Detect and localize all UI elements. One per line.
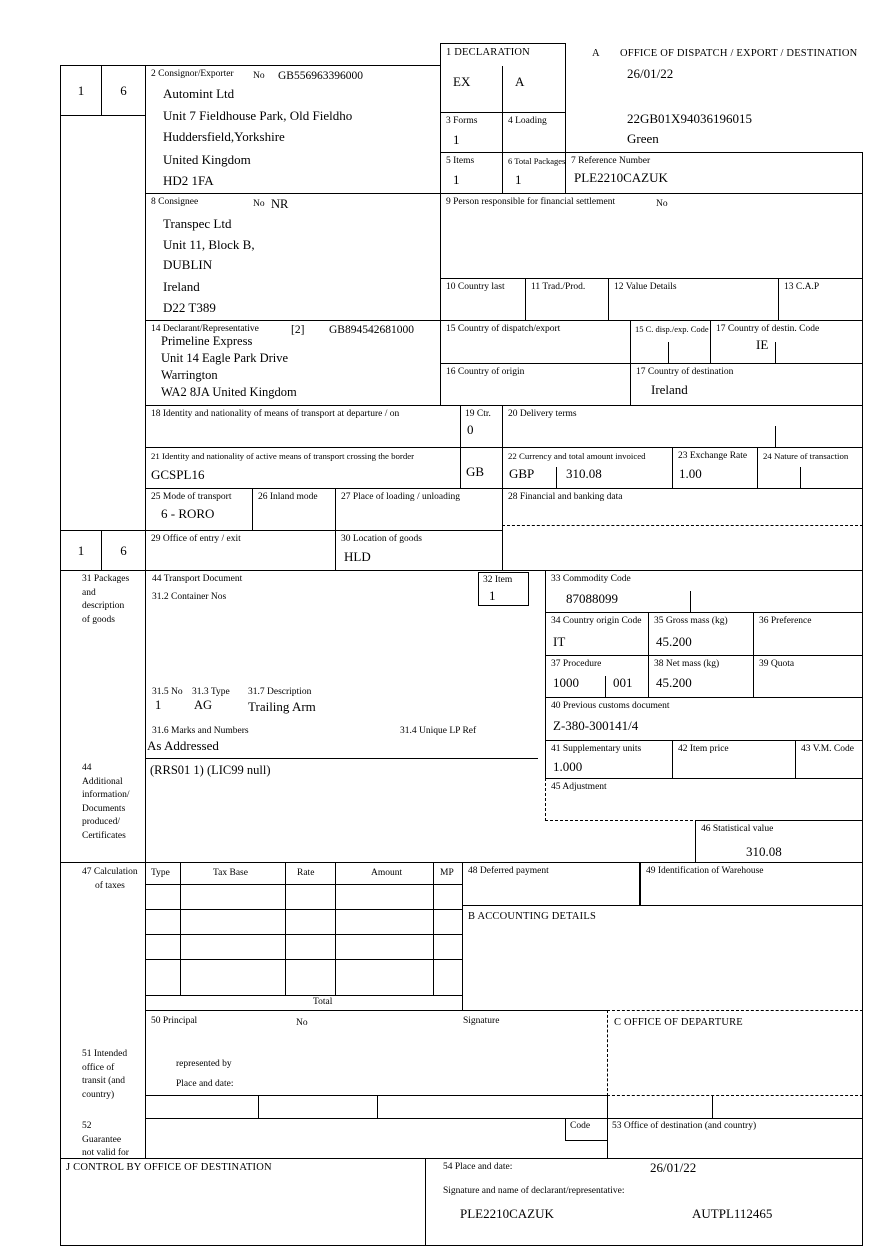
box17-country-destination: [630, 363, 863, 406]
box1-declaration: [440, 43, 566, 113]
tax-header-amount: Amount: [371, 868, 403, 878]
movement-reference-number: 22GB01X94036196015: [627, 111, 752, 126]
box43-vm-code: [795, 740, 863, 779]
box36-preference: [753, 612, 863, 656]
box50-represented-label: represented by: [176, 1059, 232, 1069]
box21-value: GCSPL16: [151, 467, 205, 482]
box38-value: 45.200: [656, 675, 692, 690]
box20-delivery-terms: [502, 405, 863, 448]
box33-commodity-code: [545, 570, 863, 613]
tax-header-rate: Rate: [297, 868, 315, 878]
tax-table-row-line: [145, 959, 463, 960]
tax-table-column-line: [285, 862, 286, 995]
tax-table-total-line: [145, 995, 463, 996]
box31-2-label: 31.2 Container Nos: [152, 592, 227, 602]
box13-label: 13 C.A.P: [784, 282, 820, 292]
box21-label: 21 Identity and nationality of active means of transport crossing the border: [151, 451, 415, 461]
divider-line: [425, 1158, 426, 1245]
box52-label-line: not valid for: [82, 1148, 129, 1158]
box17a-value: IE: [756, 337, 769, 352]
box37-label: 37 Procedure: [551, 659, 602, 669]
consignee-city: DUBLIN: [163, 257, 213, 272]
box51-label-line: country): [82, 1089, 115, 1100]
box14-declarant-representative: [145, 320, 441, 406]
box50-label: 50 Principal: [151, 1016, 198, 1026]
box13-cap: [778, 278, 863, 321]
consignee-country: Ireland: [163, 279, 200, 294]
box50-place-date-label: Place and date:: [176, 1079, 234, 1089]
box21-active-transport: [145, 447, 461, 489]
divider-line: [607, 1118, 608, 1158]
section-c-office-departure: [607, 1010, 863, 1096]
box21-nationality-value: GB: [466, 464, 485, 479]
declarant-eori: GB894542681000: [329, 324, 414, 336]
box31-4-label: 31.4 Unique LP Ref: [400, 726, 477, 736]
box44-transport-label: 44 Transport Document: [152, 574, 243, 584]
copy-number-box: [101, 65, 146, 116]
consignor-postcode: HD2 1FA: [163, 173, 214, 188]
box41-label: 41 Supplementary units: [551, 744, 642, 754]
box24-nature-transaction: [757, 447, 863, 489]
box27-label: 27 Place of loading / unloading: [341, 492, 460, 502]
signature-strip-divider: [258, 1095, 259, 1118]
box47-label-line: of taxes: [95, 880, 125, 891]
box44-label: [82, 762, 130, 843]
box46-label: 46 Statistical value: [701, 824, 774, 834]
box44-label-line: produced/: [82, 817, 120, 827]
box54-date: 26/01/22: [650, 1160, 697, 1175]
box19-label: 19 Ctr.: [465, 409, 491, 419]
box51-label-line: transit (and: [82, 1076, 126, 1086]
box44-label-line: Additional: [82, 776, 123, 787]
box33-value: 87088099: [566, 591, 618, 606]
box27-place-loading: [335, 488, 503, 531]
divider-line: [502, 66, 503, 113]
box31-3-value: AG: [194, 698, 213, 712]
signature-strip-divider: [712, 1095, 713, 1118]
box39-quota: [753, 655, 863, 698]
box20-label: 20 Delivery terms: [508, 409, 577, 419]
box4-loading: [502, 112, 566, 153]
tax-table-column-line: [180, 862, 181, 995]
copy-number: 1: [77, 82, 85, 98]
tax-table-column-line: [335, 862, 336, 995]
box25-label: 25 Mode of transport: [151, 492, 232, 502]
box34-country-origin-code: [545, 612, 649, 656]
box5-value: 1: [453, 172, 460, 187]
box54-label: 54 Place and date:: [443, 1162, 513, 1172]
box32-label: 32 Item: [483, 575, 513, 585]
code-label: Code: [570, 1121, 591, 1131]
tick-divider: [800, 467, 801, 489]
box44-label-line: Certificates: [82, 830, 126, 841]
box49-warehouse-identification: [640, 862, 863, 906]
box12-value-details: [608, 278, 779, 321]
code-box-border: [565, 1118, 566, 1141]
box16-country-origin: [440, 363, 631, 406]
box42-item-price: [672, 740, 796, 779]
box26-inland-mode: [252, 488, 336, 531]
tax-header-mp: MP: [440, 868, 454, 878]
box22-label: 22 Currency and total amount invoiced: [508, 451, 646, 461]
box38-label: 38 Net mass (kg): [654, 659, 720, 669]
section-j-title: J CONTROL BY OFFICE OF DESTINATION: [66, 1162, 272, 1173]
box32-value: 1: [489, 588, 496, 603]
box54-declarant-name: AUTPL112465: [692, 1206, 773, 1221]
box50-no-label: No: [296, 1018, 308, 1028]
tax-total-label: Total: [313, 997, 333, 1007]
tick-divider: [605, 676, 606, 698]
box29-office-entry-exit: [145, 530, 336, 571]
form-left-border: [60, 65, 61, 1245]
box48-label: 48 Deferred payment: [468, 866, 549, 876]
box31-label-line: of goods: [82, 614, 115, 625]
box30-value: HLD: [344, 549, 371, 564]
box52-label-line: 52: [82, 1121, 92, 1131]
box23-label: 23 Exchange Rate: [678, 451, 748, 461]
box17-value: Ireland: [651, 382, 688, 397]
tax-header-type: Type: [151, 868, 170, 878]
box31-7-label: 31.7 Description: [248, 687, 312, 697]
consignor-address-line: United Kingdom: [163, 152, 251, 167]
box8-consignee: [145, 193, 441, 321]
box54-reference: PLE2210CAZUK: [460, 1206, 554, 1221]
box17a-label: 17 Country of destin. Code: [716, 324, 820, 334]
box3-forms: [440, 112, 503, 153]
tick-divider: [775, 342, 776, 364]
divider-line: [462, 905, 463, 1011]
box40-previous-document: [545, 697, 863, 741]
office-a-title: OFFICE OF DISPATCH / EXPORT / DESTINATION: [620, 48, 858, 59]
box11-label: 11 Trad./Prod.: [531, 282, 586, 292]
box9-no-label: No: [656, 199, 668, 209]
form-bottom-border: [60, 1245, 863, 1246]
consignee-name: Transpec Ltd: [163, 216, 232, 231]
copy-number: 6: [120, 542, 127, 558]
tax-table-row-line: [145, 884, 463, 885]
box3-label: 3 Forms: [446, 116, 478, 126]
box10-label: 10 Country last: [446, 282, 505, 292]
signature-strip-divider: [377, 1095, 378, 1118]
box9-financial-settlement: [440, 193, 863, 279]
box47-label: [82, 866, 138, 893]
tax-table-column-line: [433, 862, 434, 995]
box45-adjustment: [545, 778, 863, 821]
box16-label: 16 Country of origin: [446, 367, 525, 377]
box17-label: 17 Country of destination: [636, 367, 734, 377]
box38-net-mass: [648, 655, 754, 698]
box35-value: 45.200: [656, 634, 692, 649]
box18-label: 18 Identity and nationality of means of transport at departure / on: [151, 409, 400, 419]
box31-5-value: 1: [155, 698, 162, 712]
box51-label-line: office of: [82, 1062, 115, 1073]
copy-number: 1: [77, 542, 85, 558]
box23-exchange-rate: [672, 447, 758, 489]
box6-total-packages: [502, 152, 566, 194]
box44-label-line: 44: [82, 763, 92, 773]
box31-3-label: 31.3 Type: [192, 687, 230, 697]
marks-and-numbers: As Addressed: [147, 738, 219, 753]
box19-container: [460, 405, 503, 448]
box44-label-line: information/: [82, 790, 130, 800]
box6-label: 6 Total Packages: [508, 156, 566, 166]
box54-signature-label: Signature and name of declarant/representative:: [443, 1186, 625, 1196]
tax-table-row-line: [145, 909, 463, 910]
box39-label: 39 Quota: [759, 659, 795, 669]
box7-reference-number: [565, 152, 863, 194]
box22-currency: GBP: [509, 466, 535, 481]
box37-value2: 001: [613, 675, 633, 690]
declarant-city: Warrington: [161, 368, 218, 382]
copy-number-box: [60, 530, 102, 571]
section-c-title: C OFFICE OF DEPARTURE: [614, 1017, 743, 1028]
office-a-letter: A: [592, 48, 600, 59]
box53-label: 53 Office of destination (and country): [612, 1121, 757, 1131]
declarant-address-line: Unit 14 Eagle Park Drive: [161, 351, 289, 365]
box31-label: [82, 573, 129, 627]
declarant-name: Primeline Express: [161, 334, 253, 348]
box31-label-line: and: [82, 587, 96, 598]
box2-no-label: No: [253, 71, 265, 81]
box52-label: [82, 1120, 129, 1161]
declarant-code: [2]: [291, 324, 305, 336]
consignee-address-line: Unit 11, Block B,: [163, 237, 255, 252]
tick-divider: [668, 342, 669, 364]
box34-label: 34 Country origin Code: [551, 616, 642, 626]
box15-label: 15 Country of dispatch/export: [446, 324, 561, 334]
box8-no-label: No: [253, 199, 265, 209]
declarant-postcode: WA2 8JA United Kingdom: [161, 385, 297, 399]
code-box-border: [565, 1140, 608, 1141]
box35-gross-mass: [648, 612, 754, 656]
consignee-postcode: D22 T389: [163, 300, 216, 315]
box10-country-last: [440, 278, 526, 321]
box51-label: [82, 1048, 127, 1102]
routing-indicator: Green: [627, 131, 659, 146]
box29-label: 29 Office of entry / exit: [151, 534, 241, 544]
box52-label-line: Guarantee: [82, 1134, 122, 1145]
box15a-label: 15 C. disp./exp. Code: [635, 324, 709, 334]
box18-transport-departure: [145, 405, 461, 448]
box25-value: 6 - RORO: [161, 506, 215, 521]
box3-value: 1: [453, 132, 460, 147]
box15-country-dispatch: [440, 320, 631, 364]
box41-supplementary-units: [545, 740, 673, 779]
box44-label-line: Documents: [82, 803, 126, 814]
box2-consignor-exporter: [145, 65, 441, 194]
consignor-address-line: Unit 7 Fieldhouse Park, Old Fieldho: [163, 108, 353, 123]
box25-mode-transport: [145, 488, 253, 531]
box22-amount: 310.08: [566, 466, 602, 481]
section-b-title: B ACCOUNTING DETAILS: [468, 911, 596, 922]
box19-value: 0: [467, 422, 474, 437]
acceptance-date: 26/01/22: [627, 66, 674, 81]
box42-label: 42 Item price: [678, 744, 729, 754]
box50-signature-label: Signature: [463, 1016, 500, 1026]
box32-item: [478, 572, 529, 606]
box51-label-line: 51 Intended: [82, 1049, 128, 1059]
box40-value: Z-380-300141/4: [553, 718, 639, 733]
copy-number-box: [60, 65, 102, 116]
signature-strip-divider: [607, 1095, 608, 1118]
box24-label: 24 Nature of transaction: [763, 451, 849, 461]
box31-6-label: 31.6 Marks and Numbers: [152, 726, 249, 736]
box22-currency-amount: [502, 447, 673, 489]
box5-items: [440, 152, 503, 194]
goods-description: Trailing Arm: [248, 699, 316, 714]
box48-deferred-payment: [462, 862, 640, 906]
tick-divider: [690, 591, 691, 613]
box14-label: 14 Declarant/Representative: [151, 324, 259, 334]
copy-number: 6: [120, 82, 127, 98]
tax-table-row-line: [145, 934, 463, 935]
declaration-category: A: [515, 74, 525, 89]
consignor-name: Automint Ltd: [163, 86, 235, 101]
box41-value: 1.000: [553, 759, 583, 774]
box34-value: IT: [553, 634, 566, 649]
consignor-eori: GB556963396000: [278, 70, 363, 82]
box36-label: 36 Preference: [759, 616, 812, 626]
box30-location-goods: [335, 530, 503, 571]
box5-label: 5 Items: [446, 156, 475, 166]
tick-divider: [556, 467, 557, 489]
box8-label: 8 Consignee: [151, 197, 199, 207]
box33-label: 33 Commodity Code: [551, 574, 631, 584]
box6-value: 1: [515, 172, 522, 187]
box26-label: 26 Inland mode: [258, 492, 318, 502]
box37-procedure: [545, 655, 649, 698]
section-divider-line: [60, 1158, 863, 1159]
box28-label: 28 Financial and banking data: [508, 492, 623, 502]
box45-label: 45 Adjustment: [551, 782, 607, 792]
box4-label: 4 Loading: [508, 116, 547, 126]
box49-label: 49 Identification of Warehouse: [646, 866, 764, 876]
box46-value: 310.08: [746, 844, 782, 859]
box1-label: 1 DECLARATION: [446, 47, 530, 58]
copy-number-box: [101, 530, 146, 571]
box40-label: 40 Previous customs document: [551, 701, 670, 711]
box30-label: 30 Location of goods: [341, 534, 423, 544]
box11-trad-prod: [525, 278, 609, 321]
declaration-type: EX: [453, 74, 471, 89]
consignor-address-line: Huddersfield,Yorkshire: [163, 129, 285, 144]
divider-line: [145, 758, 538, 759]
box31-5-label: 31.5 No: [152, 687, 183, 697]
consignee-id: NR: [271, 197, 289, 211]
box31-label-line: 31 Packages: [82, 574, 130, 584]
box23-value: 1.00: [679, 466, 702, 481]
box9-label: 9 Person responsible for financial settlement: [446, 197, 616, 207]
tax-header-tax-base: Tax Base: [213, 868, 248, 878]
additional-information-value: (RRS01 1) (LIC99 null): [150, 763, 271, 777]
tick-divider: [775, 426, 776, 448]
box28-financial-banking: [502, 488, 863, 526]
box47-label-line: 47 Calculation: [82, 867, 138, 877]
box21-nationality: [460, 447, 503, 489]
box31-label-line: description: [82, 601, 125, 611]
box12-label: 12 Value Details: [614, 282, 677, 292]
box7-label: 7 Reference Number: [571, 156, 651, 166]
box17a-destination-code: [710, 320, 863, 364]
box7-value: PLE2210CAZUK: [574, 170, 668, 185]
box46-statistical-value: [695, 820, 863, 863]
box15a-dispatch-code: [630, 320, 711, 364]
box2-label: 2 Consignor/Exporter: [151, 69, 234, 79]
box35-label: 35 Gross mass (kg): [654, 616, 728, 626]
box43-label: 43 V.M. Code: [801, 744, 854, 754]
box37-value1: 1000: [553, 675, 579, 690]
